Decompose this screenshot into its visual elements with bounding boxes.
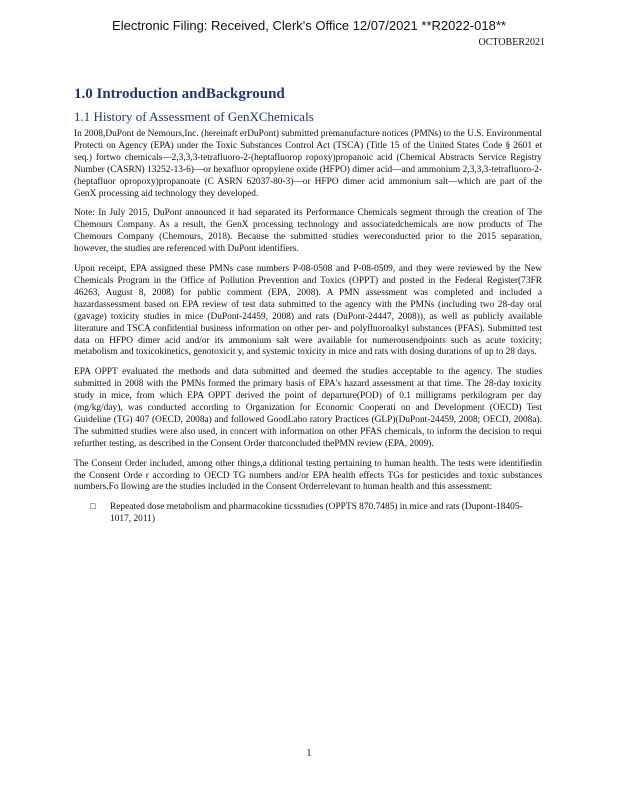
checkbox-bullet-icon: □ bbox=[90, 502, 96, 513]
paragraph-pmn-submission: In 2008,DuPont de Nemours,Inc. (hereinaft erDuPont) submitted premanufacture notices (PMNs) to the U.S. Environmental Protecti on Agency (EPA) under the Toxic Substances Control Act (TSCA) (Title 15 of the United States Code § 2601 et seq.) fortwo chemicals—2,3,3,3-tetrafluoro-2-(heptafluorop ropoxy)propanoic acid (Chemical Abstracts Service Registry Number (CASRN) 13252-13-6)—or hexafluor opropylene oxide (HFPO) dimer acid—and ammonium 2,3,3,3-tetrafluoro-2-(heptafluor opropoxy)propanoate (C ASRN 62037-80-3)—or HFPO dimer acid ammonium salt—which are part of the GenX processing aid technology they developed. bbox=[74, 129, 542, 199]
subsection-heading: 1.1 History of Assessment of GenXChemicals bbox=[74, 109, 314, 124]
list-item bbox=[74, 502, 542, 526]
list-item-text: Repeated dose metabolism and pharmacokine ticsstudies (OPPTS 870.7485) in mice and rats (Dupont-18405-1017, 2011) bbox=[110, 502, 523, 525]
month-stamp: OCTOBER2021 bbox=[478, 37, 545, 48]
document-body bbox=[74, 86, 542, 526]
paragraph-epa-review: Upon receipt, EPA assigned these PMNs case numbers P-08-0508 and P-08-0509, and they were reviewed by the New Chemicals Program in the Office of Pollution Prevention and Toxics (OPPT) and posted in the Federal Register(73FR 46263, August 8, 2008) for public comment (EPA, 2008). A PMN assessment was completed and included a hazardassessment based on EPA review of test data submitted to the agency with the PMNs (including two 28-day oral (gavage) toxicity studies in mice (DuPont-24459, 2008) and rats (DuPont-24447, 2008)), as well as publicly available literature and TSCA confidential business information on other per- and polyfluoroalkyl substances (PFAS). Submitted test data on HFPO dimer acid and/or its ammonium salt were available for numerousendpoints such as acute toxicity; metabolism and toxicokinetics, genotoxicit y, and systemic toxicity in mice and rats with dosing durations of up to 28 days. bbox=[74, 264, 542, 358]
study-list bbox=[74, 502, 542, 526]
filing-header: Electronic Filing: Received, Clerk's Office 12/07/2021 **R2022-018** bbox=[112, 18, 506, 33]
paragraph-note-chemours: Note: In July 2015, DuPont announced it had separated its Performance Chemicals segment through the creation of The Chemours Company. As a result, the GenX processing technology and associatedchemicals are now products of The Chemours Company (Chemours, 2018). Because the submitted studies wereconducted prior to the 2015 separation, however, the studies are referenced with DuPont identifiers. bbox=[74, 208, 542, 255]
paragraph-consent-order: The Consent Order included, among other things,a dditional testing pertaining to human health. The tests were identifiedin the Consent Orde r according to OECD TG numbers and/or EPA health effects TGs for pesticides and toxic substances numbers.Fo llowing are the studies included in the Consent Orderrelevant to human health and this assessment: bbox=[74, 458, 542, 493]
page-number: 1 bbox=[306, 748, 312, 759]
paragraph-oppt-evaluation: EPA OPPT evaluated the methods and data submitted and deemed the studies acceptable to the agency. The studies submitted in 2008 with the PMNs formed the primary basis of EPA's hazard assessment at that time. The 28-day toxicity study in mice, from which EPA OPPT derived the point of departure(POD) of 0.1 milligrams perkilogram per day (mg/kg/day), was conducted according to Organization for Economic Cooperati on and Development (OECD) Test Guideline (TG) 407 (OECD, 2008a) and followed GoodLabo ratory Practices (GLP)(DuPont-24459, 2008; OECD, 2008a). The submitted studies were also used, in concert with information on other PFAS chemicals, to inform the decision to requi refurther testing, as described in the Consent Order thatconcluded thePMN review (EPA, 2009). bbox=[74, 367, 542, 449]
section-heading: 1.0 Introduction andBackground bbox=[74, 86, 285, 102]
